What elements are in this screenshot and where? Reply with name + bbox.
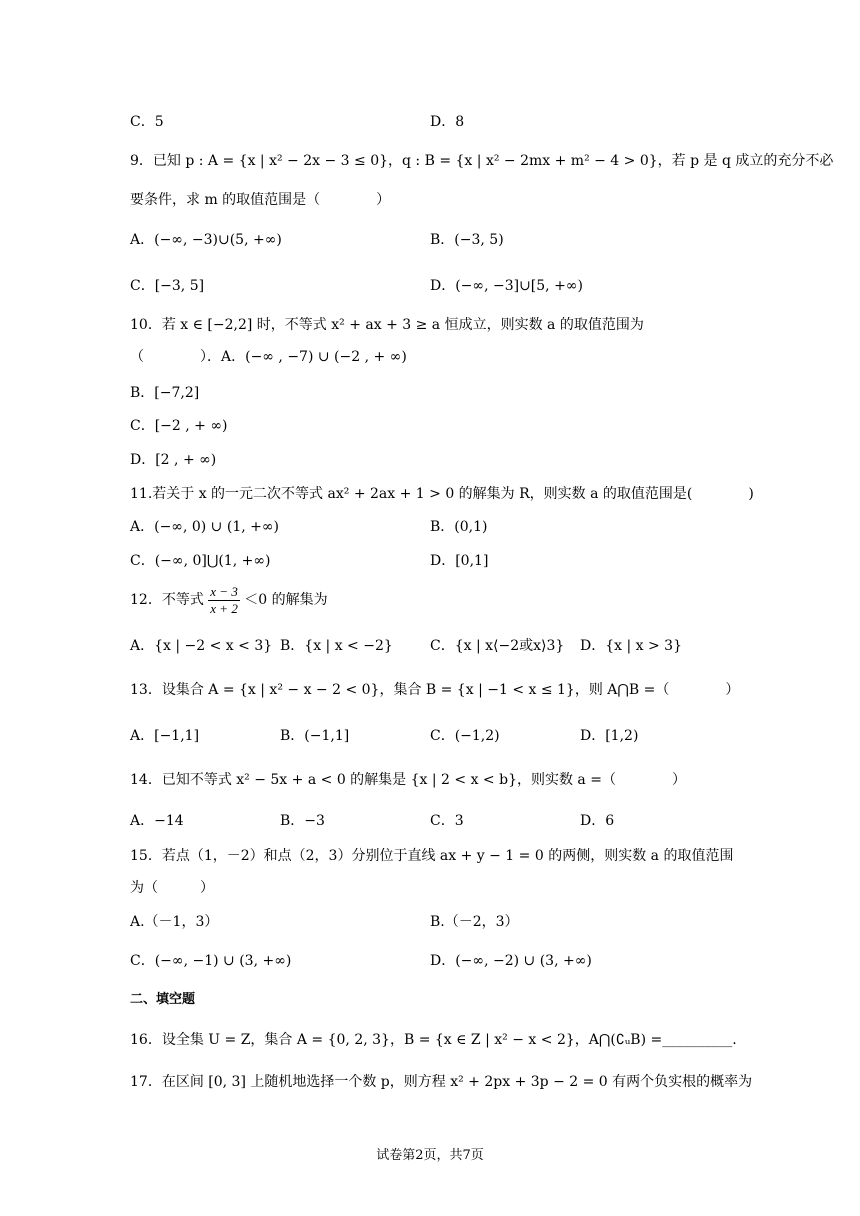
section-heading-fill-in: 二、填空题 [130,992,196,1007]
q9-stem-line2: 要条件，求 m 的取值范围是（ ） [130,192,391,208]
q14-option-d: D．6 [580,813,615,829]
q12-stem [130,582,328,618]
q12-option-a: A．{x | −2 < x < 3} [130,638,273,654]
q9-stem-line1: 9．已知 p : A = {x | x² − 2x − 3 ≤ 0}，q : B = {x | x² − 2mx + m² − 4 > 0}，若 p 是 q 成立的充分不必 [130,153,834,169]
q12-prefix: 12．不等式 [130,592,204,608]
q17-stem: 17．在区间 [0, 3] 上随机地选择一个数 p，则方程 x² + 2px + 3p − 2 = 0 有两个负实根的概率为 [130,1074,753,1090]
q8-option-d: D．8 [430,114,465,130]
q10-stem-line2: （ ）．A．(−∞ , −7) ∪ (−2 , + ∞) [130,349,407,365]
q11-option-a: A．(−∞, 0) ∪ (1, +∞) [130,519,279,535]
q13-stem: 13．设集合 A = {x | x² − x − 2 < 0}，集合 B = {x | −1 < x ≤ 1}，则 A⋂B =（ ） [130,682,740,698]
q12-fraction [208,584,240,617]
q15-option-b: B.（－2，3） [430,914,519,930]
q14-option-a: A．−14 [130,813,184,829]
q8-option-c: C．5 [130,114,164,130]
q10-option-d: D．[2 , + ∞) [130,452,217,468]
page-footer: 试卷第2页，共7页 [376,1148,484,1163]
q9-option-b: B．(−3, 5) [430,232,504,248]
q15-option-a: A.（－1，3） [130,914,219,930]
q15-option-d: D．(−∞, −2) ∪ (3, +∞) [430,953,592,969]
q12-numerator: x − 3 [210,583,238,599]
q11-stem: 11.若关于 x 的一元二次不等式 ax² + 2ax + 1 > 0 的解集为 R，则实数 a 的取值范围是( ) [130,486,754,502]
q14-stem: 14．已知不等式 x² − 5x + a < 0 的解集是 {x | 2 < x < b}，则实数 a =（ ） [130,772,686,788]
q9-option-a: A．(−∞, −3)∪(5, +∞) [130,232,282,248]
q13-option-d: D．[1,2) [580,728,639,744]
q10-stem-line1: 10．若 x ∈ [−2,2] 时，不等式 x² + ax + 3 ≥ a 恒成立，则实数 a 的取值范围为 [130,317,644,333]
q13-option-c: C．(−1,2) [430,728,500,744]
q12-option-c: C．{x | x⟨−2或x⟩3} [430,638,565,654]
q11-option-d: D．[0,1] [430,553,489,569]
q10-option-c: C．[−2 , + ∞) [130,418,228,434]
q11-option-b: B．(0,1) [430,519,488,535]
q9-option-d: D．(−∞, −3]∪[5, +∞) [430,278,583,294]
q12-suffix: ＜0 的解集为 [244,592,328,608]
q9-option-c: C．[−3, 5] [130,278,205,294]
q14-option-b: B．−3 [280,813,325,829]
q12-option-d: D．{x | x > 3} [580,638,682,654]
q15-option-c: C．(−∞, −1) ∪ (3, +∞) [130,953,292,969]
q16-stem: 16．设全集 U = Z，集合 A = {0, 2, 3}，B = {x ∈ Z | x² − x < 2}，A⋂(∁ᵤB) =__________. [130,1032,737,1048]
q12-option-b: B．{x | x < −2} [280,638,393,654]
q11-option-c: C．(−∞, 0]⋃(1, +∞) [130,553,271,569]
q10-option-b: B．[−7,2] [130,385,200,401]
q15-stem-line1: 15．若点（1，－2）和点（2，3）分别位于直线 ax + y − 1 = 0 的两侧，则实数 a 的取值范围 [130,848,734,864]
q12-denominator: x + 2 [210,600,238,616]
q15-stem-line2: 为（ ） [130,880,214,896]
q13-option-b: B．(−1,1] [280,728,350,744]
q13-option-a: A．[−1,1] [130,728,200,744]
q14-option-c: C．3 [430,813,464,829]
